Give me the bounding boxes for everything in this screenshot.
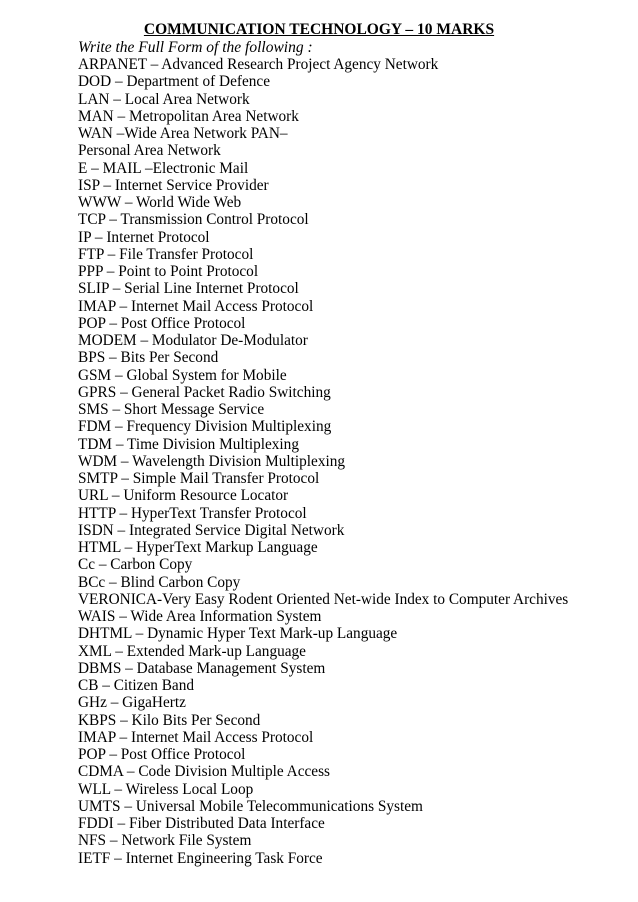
list-item: WAN –Wide Area Network PAN–	[78, 125, 288, 142]
list-item: BCc – Blind Carbon Copy	[78, 573, 241, 591]
list-item: FTP – File Transfer Protocol	[78, 245, 254, 263]
list-item: SLIP – Serial Line Internet Protocol	[78, 280, 299, 298]
list-item: ISDN – Integrated Service Digital Network	[78, 521, 345, 539]
list-item: IMAP – Internet Mail Access Protocol	[78, 728, 314, 746]
list-item: ARPANET – Advanced Research Project Agency Network	[78, 56, 439, 73]
list-item: GHz – GigaHertz	[78, 694, 186, 712]
list-item: E – MAIL –Electronic Mail	[78, 159, 249, 177]
list-item: POP – Post Office Protocol	[78, 314, 246, 332]
list-item: TDM – Time Division Multiplexing	[78, 435, 299, 453]
list-item: NFS – Network File System	[78, 832, 252, 850]
list-item: WDM – Wavelength Division Multiplexing	[78, 452, 346, 470]
list-item: KBPS – Kilo Bits Per Second	[78, 711, 261, 729]
list-item: WWW – World Wide Web	[78, 194, 242, 211]
list-item: SMTP – Simple Mail Transfer Protocol	[78, 470, 320, 487]
list-item: URL – Uniform Resource Locator	[78, 487, 289, 505]
list-item: CDMA – Code Division Multiple Access	[78, 763, 330, 781]
list-item: HTTP – HyperText Transfer Protocol	[78, 504, 307, 522]
list-item: WLL – Wireless Local Loop	[78, 780, 254, 798]
list-item: FDDI – Fiber Distributed Data Interface	[78, 815, 325, 832]
list-item: WAIS – Wide Area Information System	[78, 608, 322, 625]
list-item: ISP – Internet Service Provider	[78, 176, 269, 194]
list-item: IP – Internet Protocol	[78, 228, 210, 246]
list-item: POP – Post Office Protocol	[78, 746, 246, 763]
list-item: CB – Citizen Band	[78, 677, 194, 694]
list-item: GSM – Global System for Mobile	[78, 366, 287, 384]
list-item: DOD – Department of Defence	[78, 73, 270, 91]
list-item: TCP – Transmission Control Protocol	[78, 211, 309, 229]
list-item: SMS – Short Message Service	[78, 401, 265, 418]
list-item: BPS – Bits Per Second	[78, 349, 219, 367]
list-item: Cc – Carbon Copy	[78, 556, 193, 574]
abbreviation-list	[78, 56, 568, 867]
list-item: MODEM – Modulator De-Modulator	[78, 332, 308, 349]
list-item: GPRS – General Packet Radio Switching	[78, 383, 331, 401]
list-item: HTML – HyperText Markup Language	[78, 539, 318, 556]
list-item: IETF – Internet Engineering Task Force	[78, 849, 323, 867]
list-item: IMAP – Internet Mail Access Protocol	[78, 297, 314, 315]
list-item: Personal Area Network	[78, 142, 221, 160]
list-item: UMTS – Universal Mobile Telecommunications System	[78, 797, 423, 815]
list-item: LAN – Local Area Network	[78, 90, 250, 108]
page-title: COMMUNICATION TECHNOLOGY – 10 MARKS	[143, 21, 495, 38]
list-item: MAN – Metropolitan Area Network	[78, 107, 299, 125]
instruction-text: Write the Full Form of the following :	[78, 39, 313, 56]
list-item: FDM – Frequency Division Multiplexing	[78, 418, 332, 436]
list-item: DBMS – Database Management System	[78, 659, 326, 677]
list-item: DHTML – Dynamic Hyper Text Mark-up Language	[78, 625, 398, 643]
list-item: VERONICA-Very Easy Rodent Oriented Net-wide Index to Computer Archives	[78, 590, 569, 608]
list-item: XML – Extended Mark-up Language	[78, 642, 306, 660]
list-item: PPP – Point to Point Protocol	[78, 263, 259, 280]
